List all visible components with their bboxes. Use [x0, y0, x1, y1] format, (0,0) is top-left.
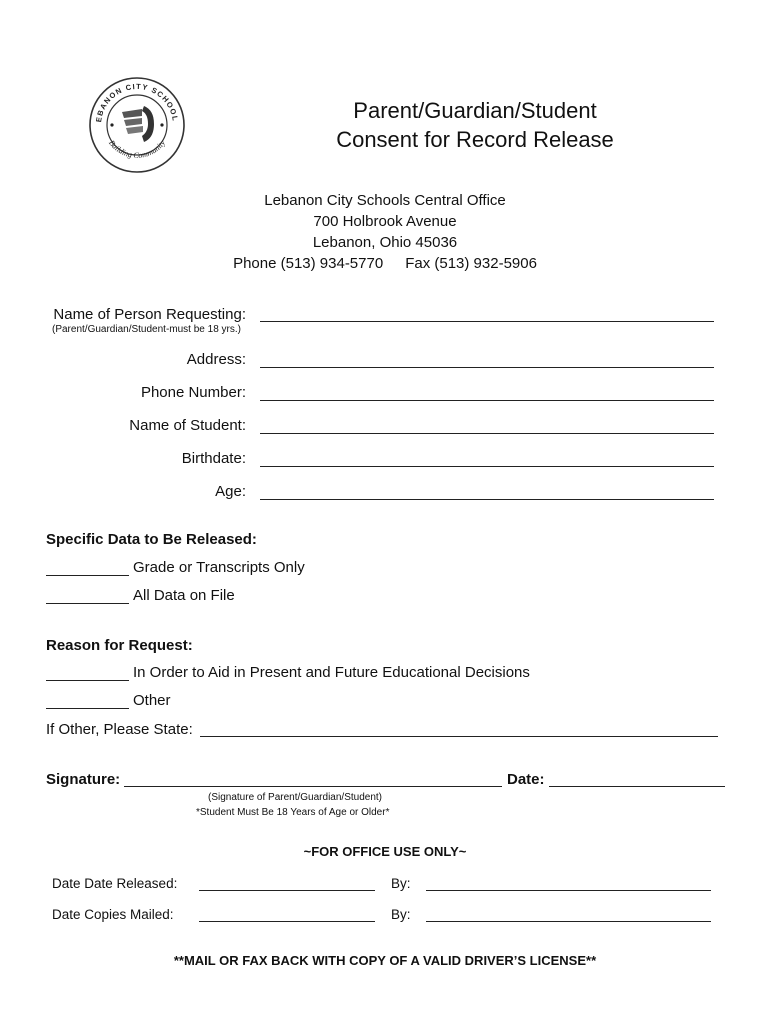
age-input-line[interactable] — [260, 499, 714, 500]
data-option-1-label: Grade or Transcripts Only — [133, 559, 305, 576]
date-label: Date: — [507, 771, 545, 788]
birthdate-input-line[interactable] — [260, 466, 714, 467]
office-city: Lebanon, Ohio 45036 — [312, 234, 458, 251]
footer-instruction: **MAIL OR FAX BACK WITH COPY OF A VALID DRIVER’S LICENSE** — [173, 953, 597, 968]
svg-text:Building Community: Building Community — [107, 138, 167, 160]
title-line-1: Parent/Guardian/Student — [353, 98, 597, 123]
form-title — [300, 96, 650, 154]
school-seal-logo — [88, 76, 186, 174]
address-label: Address: — [186, 351, 246, 368]
other-reason-input-line[interactable] — [200, 736, 718, 737]
title-line-2: Consent for Record Release — [336, 127, 614, 152]
date-released-input-line[interactable] — [199, 890, 375, 891]
other-reason-label: If Other, Please State: — [46, 721, 193, 738]
date-released-label: Date Date Released: — [52, 876, 178, 891]
signature-note: (Signature of Parent/Guardian/Student) — [208, 792, 382, 803]
requester-input-line[interactable] — [260, 321, 714, 322]
reason-option-2-blank[interactable] — [46, 708, 129, 709]
released-by-label: By: — [391, 876, 411, 891]
address-input-line[interactable] — [260, 367, 714, 368]
office-name: Lebanon City Schools Central Office — [264, 192, 506, 209]
student-name-label: Name of Student: — [129, 417, 246, 434]
reason-section-heading: Reason for Request: — [46, 637, 193, 654]
data-option-2-blank[interactable] — [46, 603, 129, 604]
reason-option-2-label: Other — [133, 692, 171, 709]
svg-text:LEBANON CITY SCHOOLS: EBANON CITY SCHOOL — [94, 81, 180, 123]
office-use-heading: ~FOR OFFICE USE ONLY~ — [303, 844, 467, 859]
warrior-head-icon — [88, 76, 186, 174]
mailed-by-input-line[interactable] — [426, 921, 711, 922]
office-phone: Phone (513) 934-5770 — [233, 255, 384, 272]
copies-mailed-label: Date Copies Mailed: — [52, 907, 174, 922]
date-input-line[interactable] — [549, 786, 725, 787]
signature-input-line[interactable] — [124, 786, 502, 787]
office-phone-fax — [0, 253, 770, 274]
office-street: 700 Holbrook Avenue — [313, 213, 457, 230]
phone-input-line[interactable] — [260, 400, 714, 401]
age-requirement-note: *Student Must Be 18 Years of Age or Older* — [196, 807, 390, 818]
requester-label: Name of Person Requesting: — [53, 306, 246, 323]
birthdate-label: Birthdate: — [181, 450, 246, 467]
reason-option-1-blank[interactable] — [46, 680, 129, 681]
mailed-by-label: By: — [391, 907, 411, 922]
office-fax: Fax (513) 932-5906 — [405, 255, 537, 272]
copies-mailed-input-line[interactable] — [199, 921, 375, 922]
requester-note: (Parent/Guardian/Student-must be 18 yrs.) — [52, 324, 241, 335]
phone-label: Phone Number: — [140, 384, 246, 401]
age-label: Age: — [215, 483, 246, 500]
data-section-heading: Specific Data to Be Released: — [46, 531, 257, 548]
student-name-input-line[interactable] — [260, 433, 714, 434]
data-option-1-blank[interactable] — [46, 575, 129, 576]
signature-label: Signature: — [46, 771, 121, 788]
reason-option-1-label: In Order to Aid in Present and Future Educational Decisions — [133, 664, 530, 681]
released-by-input-line[interactable] — [426, 890, 711, 891]
data-option-2-label: All Data on File — [133, 587, 235, 604]
